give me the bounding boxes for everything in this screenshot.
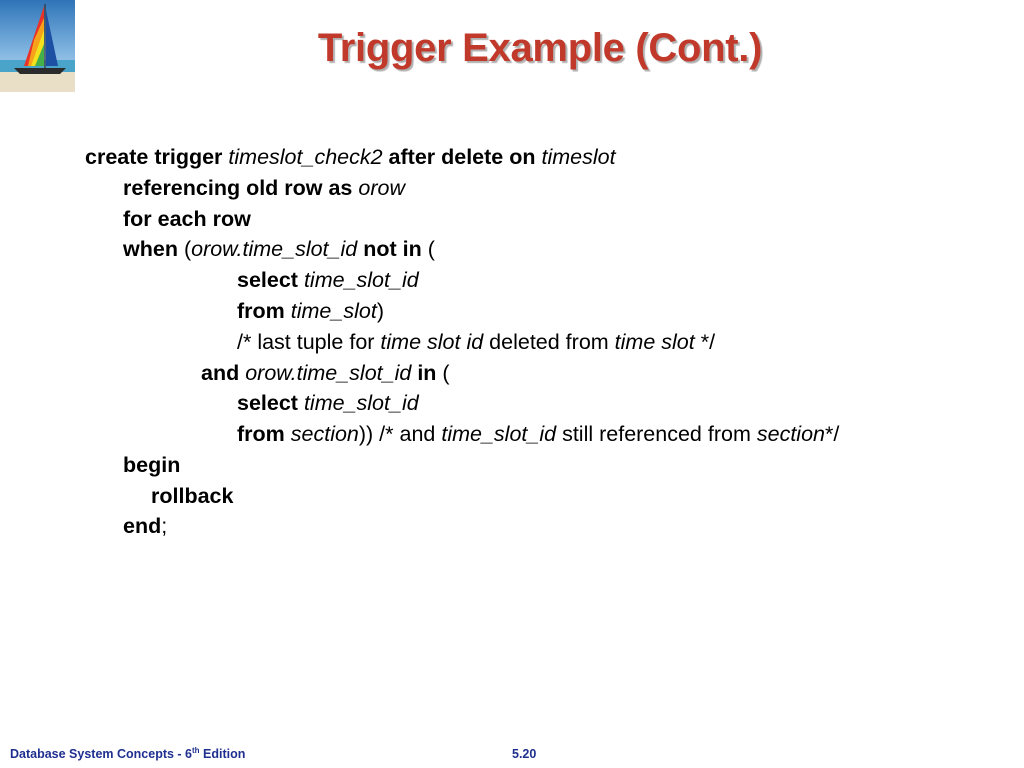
punctuation: ( xyxy=(183,237,192,261)
keyword: end xyxy=(123,514,162,538)
code-line xyxy=(237,327,715,358)
identifier: time slot xyxy=(614,330,695,354)
keyword: create trigger xyxy=(85,145,223,169)
footer-edition: Edition xyxy=(199,747,246,761)
comment-text: /* last tuple for xyxy=(237,330,375,354)
comment-text: )) /* and xyxy=(358,422,436,446)
code-line xyxy=(237,296,384,327)
footer-superscript: th xyxy=(192,746,200,755)
keyword: rollback xyxy=(151,484,234,508)
code-line xyxy=(123,204,251,235)
comment-text: still referenced from xyxy=(562,422,751,446)
code-line xyxy=(123,511,167,542)
keyword: select xyxy=(237,268,298,292)
code-line xyxy=(237,388,419,419)
code-line xyxy=(151,481,233,512)
keyword: referencing old row as xyxy=(123,176,353,200)
keyword: from xyxy=(237,422,285,446)
footer-book-title xyxy=(10,745,245,763)
keyword: from xyxy=(237,299,285,323)
comment-text: */ xyxy=(824,422,840,446)
code-line xyxy=(237,419,839,450)
comment-text: */ xyxy=(700,330,716,354)
identifier: section xyxy=(290,422,359,446)
identifier: time_slot xyxy=(290,299,377,323)
code-line xyxy=(123,173,405,204)
keyword: begin xyxy=(123,453,181,477)
identifier: timeslot_check2 xyxy=(228,145,383,169)
page-number: 5.20 xyxy=(512,747,537,761)
identifier: time_slot_id xyxy=(303,268,419,292)
keyword: after delete on xyxy=(388,145,536,169)
slide-title: Trigger Example (Cont.) xyxy=(317,26,763,70)
identifier: section xyxy=(756,422,825,446)
keyword: in xyxy=(417,361,437,385)
keyword: not in xyxy=(363,237,422,261)
identifier: orow.time_slot_id xyxy=(191,237,358,261)
punctuation: ( xyxy=(442,361,450,385)
identifier: time_slot_id xyxy=(441,422,557,446)
identifier: orow xyxy=(358,176,405,200)
code-line xyxy=(237,265,419,296)
identifier: time slot id xyxy=(380,330,484,354)
code-line xyxy=(123,450,180,481)
code-line xyxy=(123,234,435,265)
punctuation: ) xyxy=(376,299,384,323)
keyword: for each row xyxy=(123,207,251,231)
code-line xyxy=(201,358,450,389)
code-line xyxy=(85,142,616,173)
punctuation: ( xyxy=(427,237,435,261)
punctuation: ; xyxy=(161,514,168,538)
footer-book-name: Database System Concepts - 6 xyxy=(10,747,193,761)
keyword: and xyxy=(201,361,240,385)
keyword: when xyxy=(123,237,178,261)
comment-text: deleted from xyxy=(489,330,609,354)
identifier: orow.time_slot_id xyxy=(245,361,412,385)
identifier: timeslot xyxy=(541,145,616,169)
identifier: time_slot_id xyxy=(303,391,419,415)
keyword: select xyxy=(237,391,298,415)
